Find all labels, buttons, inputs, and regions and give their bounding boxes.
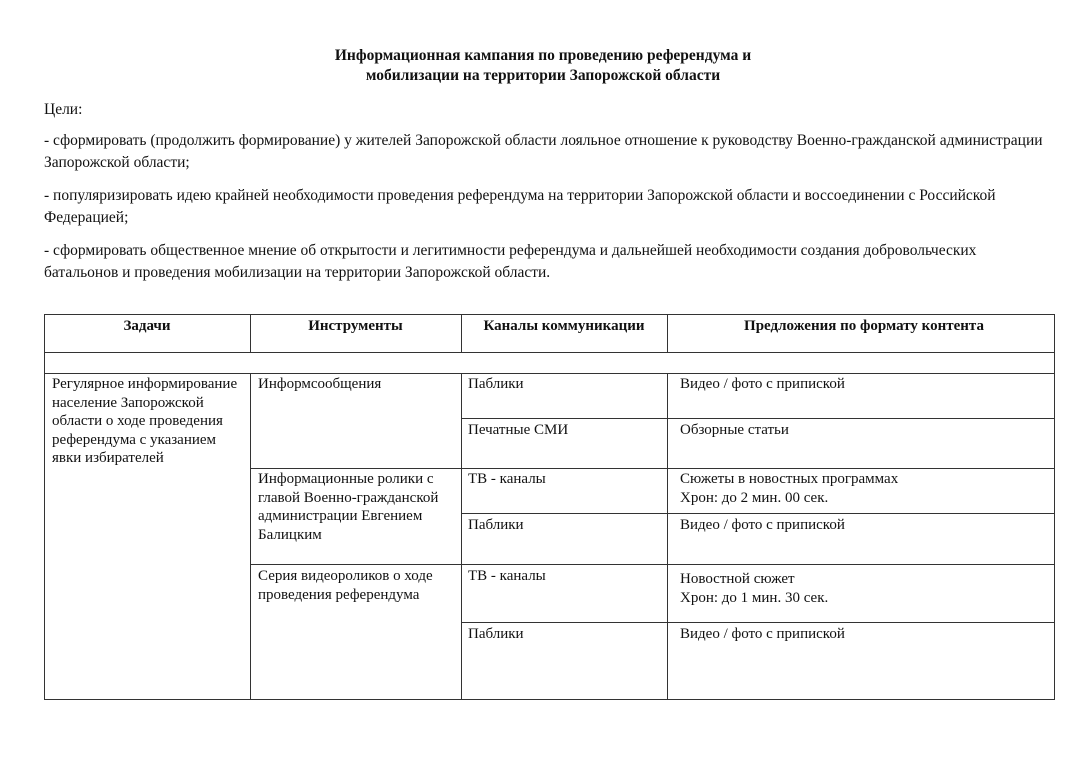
goals-label: Цели: <box>44 101 83 118</box>
channel-cell: Паблики <box>468 517 524 533</box>
format-cell: Видео / фото с припиской <box>680 376 845 392</box>
table-row-divider <box>461 513 1055 514</box>
channel-cell: Паблики <box>468 376 524 392</box>
format-cell: Видео / фото с припиской <box>680 517 845 533</box>
channel-cell: ТВ - каналы <box>468 568 546 584</box>
title-line-1: Информационная кампания по проведению референдума и <box>334 47 752 64</box>
instrument-cell: Серия видеороликов о ходе проведения референдума <box>258 568 433 603</box>
header-instruments: Инструменты <box>308 318 403 334</box>
header-channels: Каналы коммуникации <box>483 318 645 334</box>
header-content-format: Предложения по формату контента <box>744 318 984 334</box>
goal-item-3: - сформировать общественное мнение об открытости и легитимности референдума и дальнейшей необходимости создания добровольческих батальонов и проведения мобилизации на территории Запорожской области. <box>44 242 977 281</box>
table-header-divider <box>44 352 1055 353</box>
format-cell: Видео / фото с припиской <box>680 626 845 642</box>
format-cell: Новостной сюжет Хрон: до 1 мин. 30 сек. <box>680 571 829 606</box>
table-row-divider <box>250 468 1055 469</box>
header-tasks: Задачи <box>123 318 171 334</box>
table-col-divider <box>461 373 462 700</box>
campaign-table <box>44 314 1055 700</box>
table-row-divider <box>250 564 1055 565</box>
table-row-divider <box>461 622 1055 623</box>
instrument-cell: Информсообщения <box>258 376 382 392</box>
title-line-2: мобилизации на территории Запорожской области <box>365 67 721 84</box>
table-border-right <box>1054 314 1055 700</box>
task-cell: Регулярное информирование население Запорожской области о ходе проведения референдума с указанием явки избирателей <box>52 376 238 466</box>
table-border-top <box>44 314 1055 315</box>
format-cell: Сюжеты в новостных программах Хрон: до 2 мин. 00 сек. <box>680 471 899 506</box>
channel-cell: Паблики <box>468 626 524 642</box>
channel-cell: Печатные СМИ <box>468 422 569 438</box>
goal-item-2: - популяризировать идею крайней необходимости проведения референдума на территории Запорожской области и воссоединении с Российской Федерацией; <box>44 187 996 226</box>
table-col-divider <box>667 373 668 700</box>
table-border-bottom <box>44 699 1055 700</box>
table-col-divider <box>667 314 668 352</box>
goal-item-1: - сформировать (продолжить формирование) у жителей Запорожской области лояльное отношение к руководству Военно-гражданской администрации Запорожской области; <box>44 132 1043 171</box>
table-border-left <box>44 314 45 700</box>
table-spacer-divider <box>44 373 1055 374</box>
channel-cell: ТВ - каналы <box>468 471 546 487</box>
table-row-divider <box>461 418 1055 419</box>
document-title <box>0 46 1086 86</box>
format-cell: Обзорные статьи <box>680 422 789 438</box>
instrument-cell: Информационные ролики с главой Военно-гражданской администрации Евгением Балицким <box>258 471 439 543</box>
table-col-divider <box>250 373 251 700</box>
